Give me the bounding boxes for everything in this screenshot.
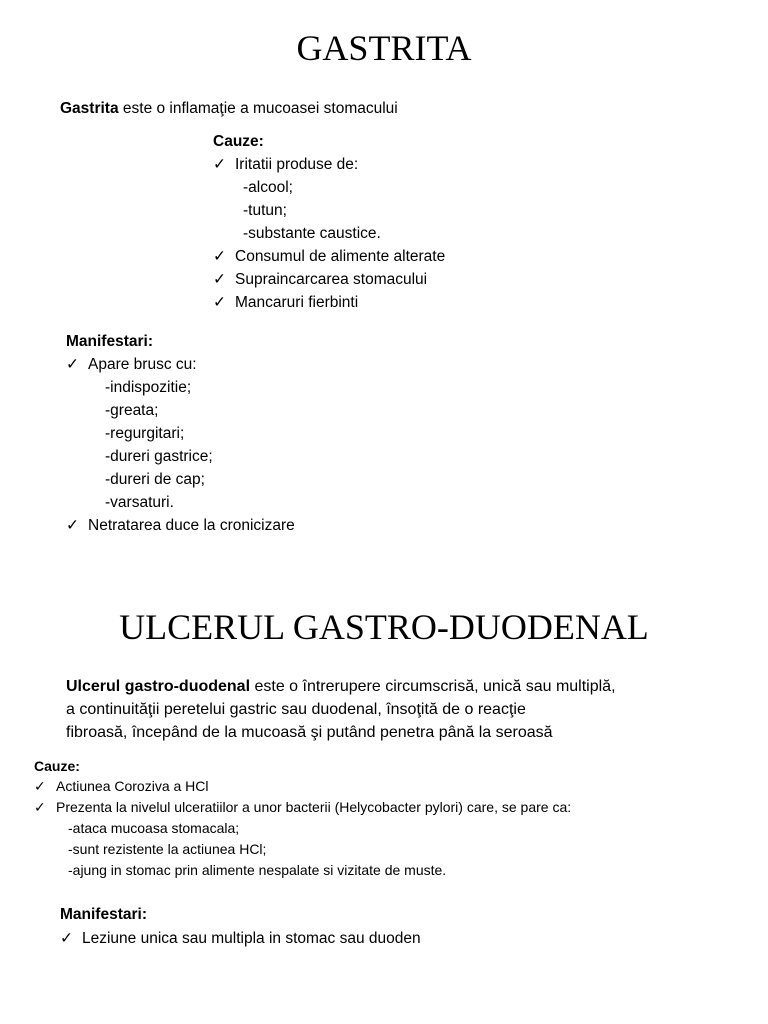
gastrita-cause-text: Supraincarcarea stomacului — [235, 271, 428, 288]
page-title-gastrita: GASTRITA — [296, 28, 472, 68]
gastrita-cause-subitem: -substante caustice. — [243, 225, 381, 242]
gastrita-cause-item — [213, 295, 358, 311]
gastrita-causes-heading: Cauze: — [213, 133, 264, 150]
gastrita-intro — [60, 101, 398, 117]
ulcer-cause-text: Actiunea Coroziva a HCl — [56, 778, 209, 794]
ulcer-manif-text: Leziune unica sau multipla in stomac sau duoden — [82, 930, 421, 947]
gastrita-manif-item — [66, 518, 295, 534]
gastrita-manif-subitem: -greata; — [105, 402, 159, 419]
gastrita-cause-text: Mancaruri fierbinti — [235, 294, 359, 311]
check-icon: ✓ — [66, 356, 79, 373]
ulcer-cause-subitem: -ataca mucoasa stomacala; — [68, 820, 240, 836]
ulcer-cause-subitem: -sunt rezistente la actiunea HCl; — [68, 841, 267, 857]
gastrita-manif-subitem: -varsaturi. — [105, 494, 174, 511]
check-icon: ✓ — [213, 248, 226, 265]
ulcer-cause-item — [34, 779, 209, 793]
gastrita-cause-item — [213, 157, 358, 173]
gastrita-cause-item — [213, 249, 445, 265]
gastrita-manif-text: Netratarea duce la cronicizare — [88, 517, 295, 534]
gastrita-manif-heading: Manifestari: — [66, 333, 153, 350]
gastrita-manif-text: Apare brusc cu: — [88, 356, 197, 373]
gastrita-manif-subitem: -dureri gastrice; — [105, 448, 213, 465]
gastrita-manif-subitem: -dureri de cap; — [105, 471, 205, 488]
gastrita-manif-subitem: -regurgitari; — [105, 425, 185, 442]
ulcer-definition-term: Ulcerul gastro-duodenal — [66, 678, 251, 695]
check-icon: ✓ — [34, 799, 46, 815]
check-icon: ✓ — [213, 271, 226, 288]
ulcer-cause-subitem: -ajung in stomac prin alimente nespalate si vizitate de muste. — [68, 862, 447, 878]
ulcer-causes-heading: Cauze: — [34, 758, 80, 774]
gastrita-cause-subitem: -alcool; — [243, 179, 293, 196]
check-icon: ✓ — [213, 294, 226, 311]
ulcer-cause-item — [34, 800, 571, 814]
gastrita-cause-text: Iritatii produse de: — [235, 156, 359, 173]
ulcer-definition-line: fibroasă, începând de la mucoasă şi putând penetra până la seroasă — [66, 724, 553, 741]
page-title-ulcer: ULCERUL GASTRO-DUODENAL — [119, 607, 649, 647]
ulcer-definition-text: este o întrerupere circumscrisă, unică sau multiplă, — [250, 678, 616, 695]
gastrita-cause-subitem: -tutun; — [243, 202, 287, 219]
gastrita-manif-subitem: -indispozitie; — [105, 379, 192, 396]
ulcer-definition-line: a continuităţii peretelui gastric sau duodenal, însoţită de o reacţie — [66, 701, 526, 718]
check-icon: ✓ — [66, 517, 79, 534]
gastrita-manif-item — [66, 357, 197, 373]
gastrita-cause-item — [213, 272, 427, 288]
check-icon: ✓ — [34, 778, 46, 794]
ulcer-manif-item — [60, 931, 421, 947]
ulcer-manif-heading: Manifestari: — [60, 906, 147, 923]
check-icon: ✓ — [60, 930, 73, 947]
gastrita-intro-text: este o inflamaţie a mucoasei stomacului — [118, 100, 398, 117]
gastrita-cause-text: Consumul de alimente alterate — [235, 248, 446, 265]
ulcer-definition-line — [66, 679, 616, 695]
gastrita-intro-term: Gastrita — [60, 100, 119, 117]
ulcer-cause-text: Prezenta la nivelul ulceratiilor a unor bacterii (Helycobacter pylori) care, se pare ca: — [56, 799, 572, 815]
check-icon: ✓ — [213, 156, 226, 173]
